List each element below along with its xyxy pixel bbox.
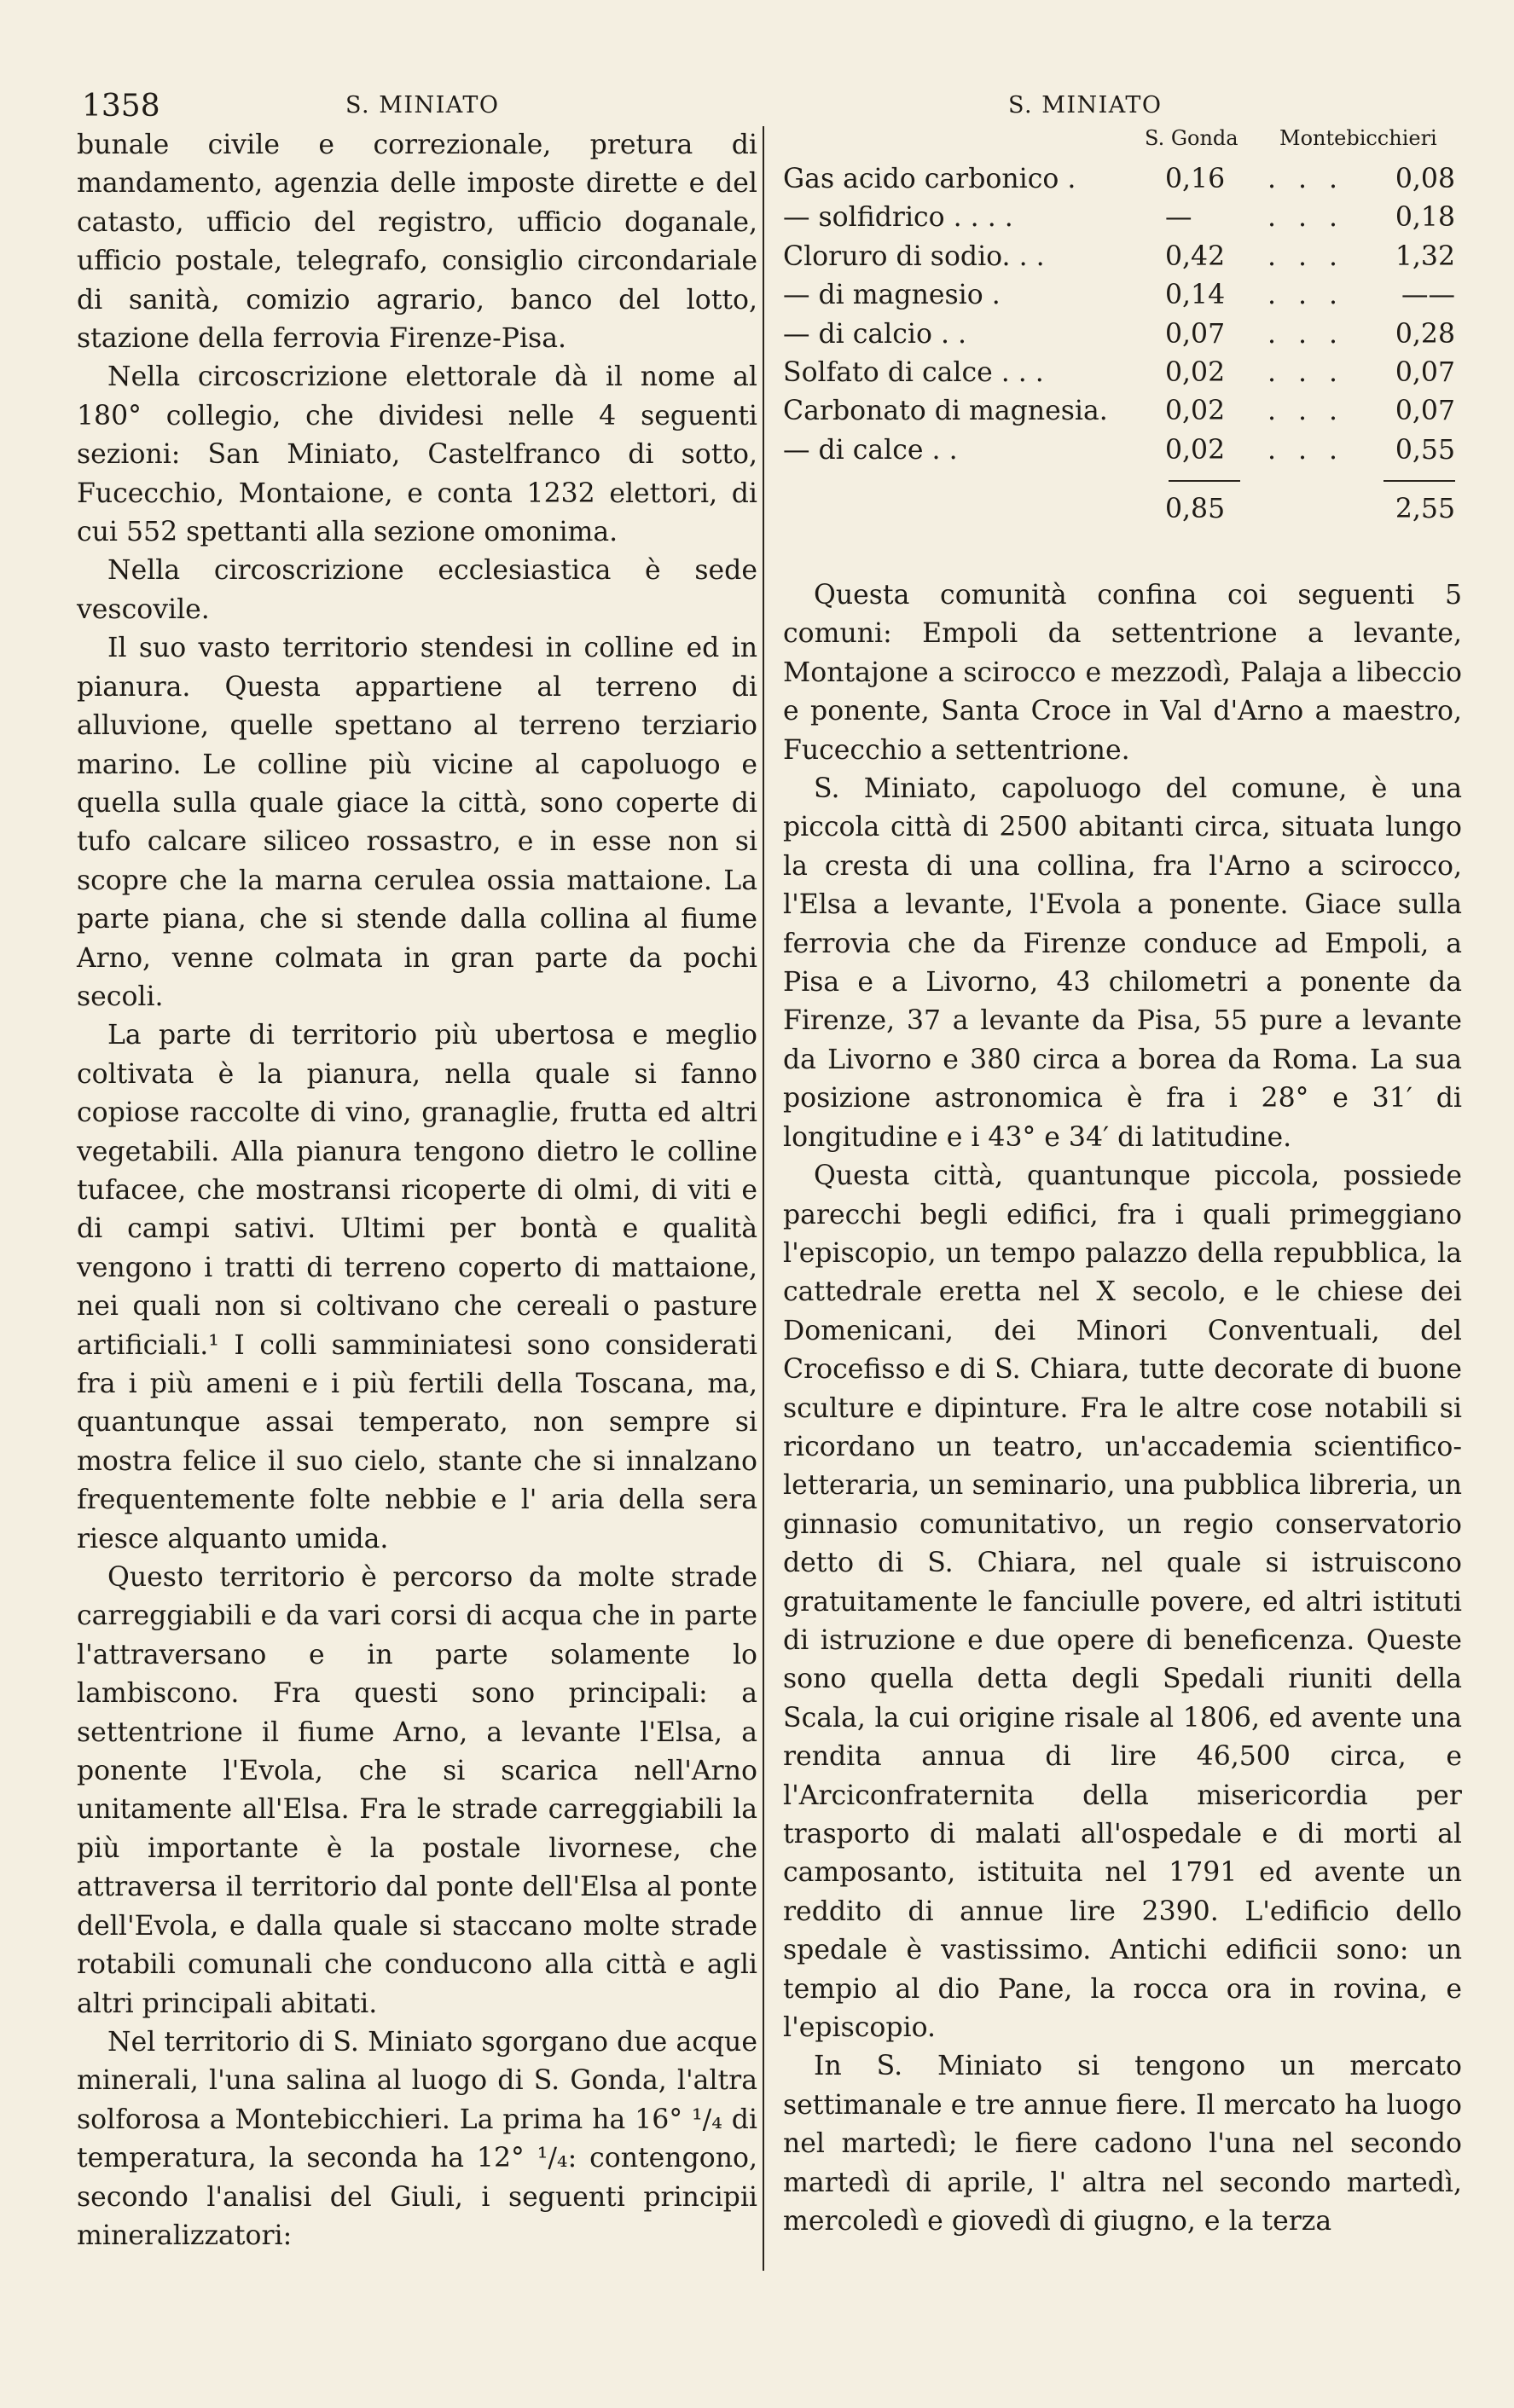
sum-rule xyxy=(783,470,1462,490)
table-col-header: S. Gonda xyxy=(1145,126,1238,150)
table-row xyxy=(783,160,1462,199)
row-value-gonda: 0,02 xyxy=(1165,434,1226,466)
mineral-table xyxy=(783,119,1462,530)
leader-dots: . . . xyxy=(1267,396,1345,427)
row-label: Cloruro di sodio. . . xyxy=(783,240,1045,272)
paragraph: S. Miniato, capoluogo del comune, è una piccola città di 2500 abitanti circa, situata lungo la cresta di una collina, fra l'Arno a scirocco, l'Elsa a levante, l'Evola a ponente. Giace sulla ferrovia che da Firenze conduce ad Empoli, a Pisa e a Livorno, 43 chilometri a ponente da Firenze, 37 a levante da Pisa, 55 pure a levante da Livorno e 380 circa a borea da Roma. La sua posizione astronomica è fra i 28° e 31′ di longitudine e i 43° e 34′ di latitudine. xyxy=(783,773,1462,1153)
table-row xyxy=(783,199,1462,237)
leader-dots: . . . xyxy=(1267,434,1345,466)
table-body xyxy=(783,160,1462,470)
leader-dots: . . . xyxy=(1267,164,1345,194)
column-divider xyxy=(763,126,764,2271)
paragraph: Questa comunità confina coi seguenti 5 comuni: Empoli da settentrione a levante, Montajone a scirocco e mezzodì, Palaja a libeccio e ponente, Santa Croce in Val d'Arno a maestro, Fucecchio a settentrione. xyxy=(783,580,1462,766)
table-row xyxy=(783,392,1462,431)
leader-dots: . . . xyxy=(1267,202,1345,234)
table-header xyxy=(783,119,1462,160)
row-value-montebicchieri: 0,28 xyxy=(1395,318,1455,350)
row-label: Gas acido carbonico . xyxy=(783,164,1076,194)
page-number: 1358 xyxy=(82,89,160,124)
row-label: — di calce . . xyxy=(783,434,958,466)
paragraph: Questa città, quantunque piccola, possiede parecchi begli edifici, fra i quali primeggiano l'episcopio, un tempo palazzo della repubblica, la cattedrale eretta nel X secolo, e le chiese dei Domenicani, dei Minori Conventuali, del Crocefisso e di S. Chiara, tutte decorate di buone sculture e dipinture. Fra le altre cose notabili si ricordano un teatro, un'accademia scientifico-letteraria, un seminario, una pubblica libreria, un ginnasio comunitativo, un regio conservatorio detto di S. Chiara, nel quale si istruiscono gratuitamente le fanciulle povere, ed altri istituti di istruzione e due opere di beneficenza. Queste sono quella detta degli Spedali riuniti della Scala, la cui origine risale al 1806, ed avente una rendita annua di lire 46,500 circa, e l'Arciconfraternita della misericordia per trasporto di malati all'ospedale e di morti al camposanto, istituita nel 1791 ed avente un reddito di annue lire 2390. L'edificio dello spedale è vastissimo. Antichi edificii sono: un tempio al dio Pane, la rocca ora in rovina, e l'episcopio. xyxy=(783,1161,1462,2044)
paragraph: Nel territorio di S. Miniato sgorgano due acque minerali, l'una salina al luogo di S. Gonda, l'altra solforosa a Montebicchieri. La prima ha 16° ¹/₄ di temperatura, la seconda ha 12° ¹/₄: contengono, secondo l'analisi del Giuli, i seguenti principii mineralizzatori: xyxy=(77,2026,757,2251)
left-column xyxy=(77,126,757,2255)
total-value: 2,55 xyxy=(1395,494,1455,525)
row-value-montebicchieri: 0,07 xyxy=(1395,396,1455,427)
running-head-left: S. MINIATO xyxy=(345,92,500,119)
leader-dots: . . . xyxy=(1267,280,1345,311)
table-row xyxy=(783,431,1462,470)
paragraph: Nella circoscrizione elettorale dà il nome al 180° collegio, che dividesi nelle 4 seguenti sezioni: San Miniato, Castelfranco di sotto, Fucecchio, Montaione, e conta 1232 elettori, di cui 552 spettanti alla sezione omonima. xyxy=(77,362,757,548)
row-value-montebicchieri: 0,08 xyxy=(1395,164,1455,194)
table-total-row xyxy=(783,490,1462,529)
sum-rule-line xyxy=(1383,480,1455,482)
right-column xyxy=(783,576,1462,2241)
row-value-montebicchieri: 1,32 xyxy=(1395,240,1455,272)
table-col-header: Montebicchieri xyxy=(1279,126,1437,150)
leader-dots: . . . xyxy=(1267,240,1345,272)
total-value: 0,85 xyxy=(1165,494,1226,525)
paragraph: Nella circoscrizione ecclesiastica è sede vescovile. xyxy=(77,555,757,625)
paragraph: La parte di territorio più ubertosa e meglio coltivata è la pianura, nella quale si fanno copiose raccolte di vino, granaglie, frutta ed altri vegetabili. Alla pianura tengono dietro le colline tufacee, che mostransi ricoperte di olmi, di viti e di campi sativi. Ultimi per bontà e qualità vengono i tratti di terreno coperto di mattaione, nei quali non si coltivano che cereali o pasture artificiali.¹ I colli samminiatesi sono considerati fra i più ameni e i più fertili della Toscana, ma, quantunque assai temperato, non sempre si mostra felice il suo cielo, stante che si innalzano frequentemente folte nebbie e l' aria della sera riesce alquanto umida. xyxy=(77,1020,757,1554)
row-value-gonda: 0,02 xyxy=(1165,396,1226,427)
row-value-gonda: 0,42 xyxy=(1165,240,1226,272)
row-value-gonda: 0,02 xyxy=(1165,356,1226,388)
row-value-gonda: — xyxy=(1165,202,1192,234)
row-value-montebicchieri: 0,55 xyxy=(1395,434,1455,466)
row-value-gonda: 0,16 xyxy=(1165,164,1226,194)
leader-dots: . . . xyxy=(1267,356,1345,388)
row-value-gonda: 0,14 xyxy=(1165,280,1226,311)
paragraph: Il suo vasto territorio stendesi in colline ed in pianura. Questa appartiene al terreno di alluvione, quelle spettano al terreno terziario marino. Le colline più vicine al capoluogo e quella sulla quale giace la città, sono coperte di tufo calcare siliceo rossastro, e in esse non si scopre che la marna cerulea ossia mattaione. La parte piana, che si stende dalla collina al fiume Arno, venne colmata in gran parte da pochi secoli. xyxy=(77,633,757,1012)
running-head-right: S. MINIATO xyxy=(1008,92,1163,119)
row-value-montebicchieri: 0,18 xyxy=(1395,202,1455,234)
row-label: — di magnesio . xyxy=(783,280,1001,311)
row-value-montebicchieri: —— xyxy=(1401,280,1455,311)
table-row xyxy=(783,354,1462,392)
paragraph: In S. Miniato si tengono un mercato settimanale e tre annue fiere. Il mercato ha luogo nel martedì; le fiere cadono l'una nel secondo martedì di aprile, l' altra nel secondo martedì, mercoledì e giovedì di giugno, e la terza xyxy=(783,2051,1462,2237)
paragraph: Questo territorio è percorso da molte strade carreggiabili e da vari corsi di acqua che in parte l'attraversano e in parte solamente lo lambiscono. Fra questi sono principali: a settentrione il fiume Arno, a levante l'Elsa, a ponente l'Evola, che si scarica nell'Arno unitamente all'Elsa. Fra le strade carreggiabili la più importante è la postale livornese, che attraversa il territorio dal ponte dell'Elsa al ponte dell'Evola, e dalla quale si staccano molte strade rotabili comunali che conducono alla città e agli altri principali abitati. xyxy=(77,1562,757,2019)
leader-dots: . . . xyxy=(1267,318,1345,350)
row-value-montebicchieri: 0,07 xyxy=(1395,356,1455,388)
row-label: Carbonato di magnesia. xyxy=(783,396,1108,427)
row-value-gonda: 0,07 xyxy=(1165,318,1226,350)
row-label: — di calcio . . xyxy=(783,318,966,350)
row-label: Solfato di calce . . . xyxy=(783,356,1044,388)
table-row xyxy=(783,276,1462,315)
table-row xyxy=(783,238,1462,276)
table-row xyxy=(783,315,1462,354)
sum-rule-line xyxy=(1169,480,1240,482)
row-label: — solfidrico . . . . xyxy=(783,202,1013,234)
paragraph: bunale civile e correzionale, pretura di mandamento, agenzia delle imposte dirette e del catasto, ufficio del registro, ufficio doganale, ufficio postale, telegrafo, consiglio circondariale di sanità, comizio agrario, banco del lotto, stazione della ferrovia Firenze-Pisa. xyxy=(77,130,757,355)
